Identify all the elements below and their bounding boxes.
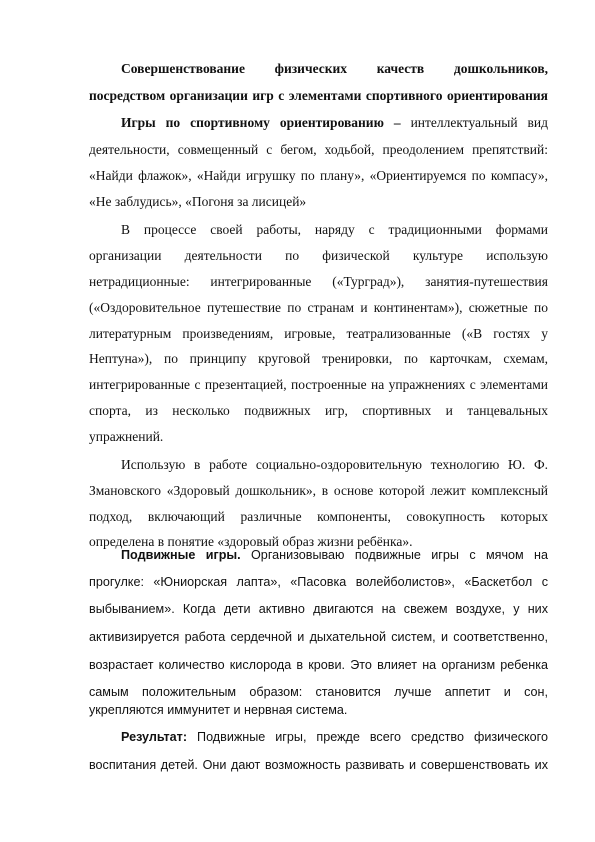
p4-line-5: возрастает количество кислорода в крови. Это влияет на организм ребенка	[89, 658, 548, 672]
p2-line-9: упражнений.	[89, 429, 164, 444]
p4-bold-lead: Подвижные игры.	[121, 548, 241, 562]
p2-line-1: В процессе своей работы, наряду с традиционными формами	[121, 222, 548, 237]
p2-line-7: интегрированные с презентацией, построенные на упражнениях с элементами	[89, 377, 548, 392]
p2-line-4: («Оздоровительное путешествие по странам и континентам»), сюжетные по	[89, 300, 548, 315]
title-line-1: Совершенствование физических качеств дошкольников,	[121, 61, 548, 76]
p4-line-6: самым положительным образом: становится лучше аппетит и сон,	[89, 685, 548, 699]
p1-line-2: деятельности, совмещенный с бегом, ходьбой, преодолением препятствий:	[89, 142, 548, 157]
p1-line-3: «Найди флажок», «Найди игрушку по плану», «Ориентируемся по компасу»,	[89, 168, 548, 183]
p3-line-4: определена в понятие «здоровый образ жизни ребёнка».	[89, 534, 413, 549]
p2-line-6: Нептуна»), по принципу круговой тренировки, по карточкам, схемам,	[89, 351, 548, 366]
p4-line-7: укрепляются иммунитет и нервная система.	[89, 703, 348, 717]
p4-line-3: выбыванием». Когда дети активно двигаются на свежем воздухе, у них	[89, 602, 548, 616]
p1-line-1	[121, 115, 548, 131]
p5-line-1	[121, 729, 548, 745]
p4-first-rest: Организовываю подвижные игры с мячом на	[240, 548, 548, 562]
p1-bold-lead: Игры по спортивному ориентированию –	[121, 115, 401, 130]
p2-line-5: литературным произведениям, игровые, театрализованные («В гостях у	[89, 326, 548, 341]
p2-line-2: организации деятельности по физической культуре использую	[89, 248, 548, 263]
p4-line-1	[121, 547, 548, 563]
p1-line-4: «Не заблудись», «Погоня за лисицей»	[89, 194, 307, 209]
title-line-2: посредством организации игр с элементами спортивного ориентирования	[89, 88, 548, 103]
p3-line-1: Использую в работе социально-оздоровительную технологию Ю. Ф.	[121, 457, 548, 472]
p4-line-4: активизируется работа сердечной и дыхательной систем, и соответственно,	[89, 630, 548, 644]
p3-line-3: подход, включающий различные компоненты, совокупность которых	[89, 509, 548, 524]
p3-line-2: Змановского «Здоровый дошкольник», в основе которой лежит комплексный	[89, 483, 548, 498]
p1-first-rest: интеллектуальный вид	[400, 115, 548, 130]
p5-bold-lead: Результат:	[121, 730, 188, 744]
p2-line-3: нетрадиционные: интегрированные («Турград»), занятия-путешествия	[89, 274, 548, 289]
p5-first-rest: Подвижные игры, прежде всего средство физического	[187, 730, 548, 744]
p5-line-2: воспитания детей. Они дают возможность развивать и совершенствовать их	[89, 758, 548, 772]
p4-line-2: прогулке: «Юниорская лапта», «Пасовка волейболистов», «Баскетбол с	[89, 575, 548, 589]
p2-line-8: спорта, из несколько подвижных игр, спортивных и танцевальных	[89, 403, 548, 418]
